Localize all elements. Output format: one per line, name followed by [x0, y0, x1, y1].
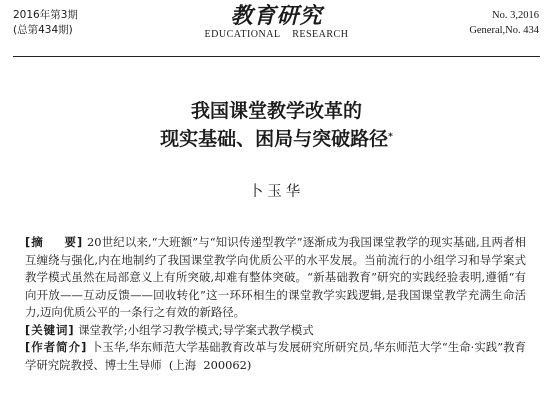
title-footnote-mark: * — [388, 132, 393, 142]
abstract-paragraph — [25, 234, 526, 322]
author-info-label: [作者简介] — [25, 340, 88, 354]
title-line-2 — [0, 125, 553, 153]
journal-name-en: EDUCATIONAL RESEARCH — [204, 29, 349, 40]
issue-number-cn: 2016年第3期 — [13, 9, 78, 21]
total-issue-en: General,No. 434 — [469, 25, 539, 36]
keywords-paragraph — [25, 322, 526, 340]
keywords-text: 课堂教学;小组学习教学模式;导学案式教学模式 — [78, 322, 314, 337]
article-title — [0, 97, 553, 153]
abstract-block — [25, 234, 526, 374]
issue-info-en — [469, 8, 539, 38]
abstract-label: [摘 要] — [25, 235, 84, 249]
title-line-2-text: 现实基础、困局与突破路径 — [160, 128, 389, 150]
header-rule — [13, 56, 540, 57]
total-issue-cn: (总第434期) — [13, 24, 73, 36]
author-info-text: 卜玉华,华东师范大学基础教育改革与发展研究所研究员,华东师范大学“生命·实践”教育学研究院教授、博士生导师 (上海 200062) — [25, 340, 526, 372]
article-author: 卜玉华 — [248, 184, 305, 200]
author-info-paragraph — [25, 339, 526, 374]
keywords-label: [关键词] — [25, 322, 75, 337]
abstract-text: 20世纪以来,“大班额”与“知识传递型教学”逐渐成为我国课堂教学的现实基础,且两者相互缠绕与强化,内在地制约了我国课堂教学向优质公平的水平发展。当前流行的小组学习和导学案式教学模式虽然在局部意义上有所突破,却难有整体突破。“新基础教育”研究的实践经验表明,遵循“有向开放——互动反馈——回收转化”这一环环相生的课堂教学实践逻辑,是我国课堂教学充满生命活力,迈向优质公平的一条行之有效的新路径。 — [25, 235, 526, 319]
journal-logo: 教育研究 — [230, 3, 323, 29]
title-line-1: 我国课堂教学改革的 — [190, 100, 362, 122]
journal-header — [0, 0, 553, 62]
issue-number-en: No. 3,2016 — [492, 10, 539, 21]
